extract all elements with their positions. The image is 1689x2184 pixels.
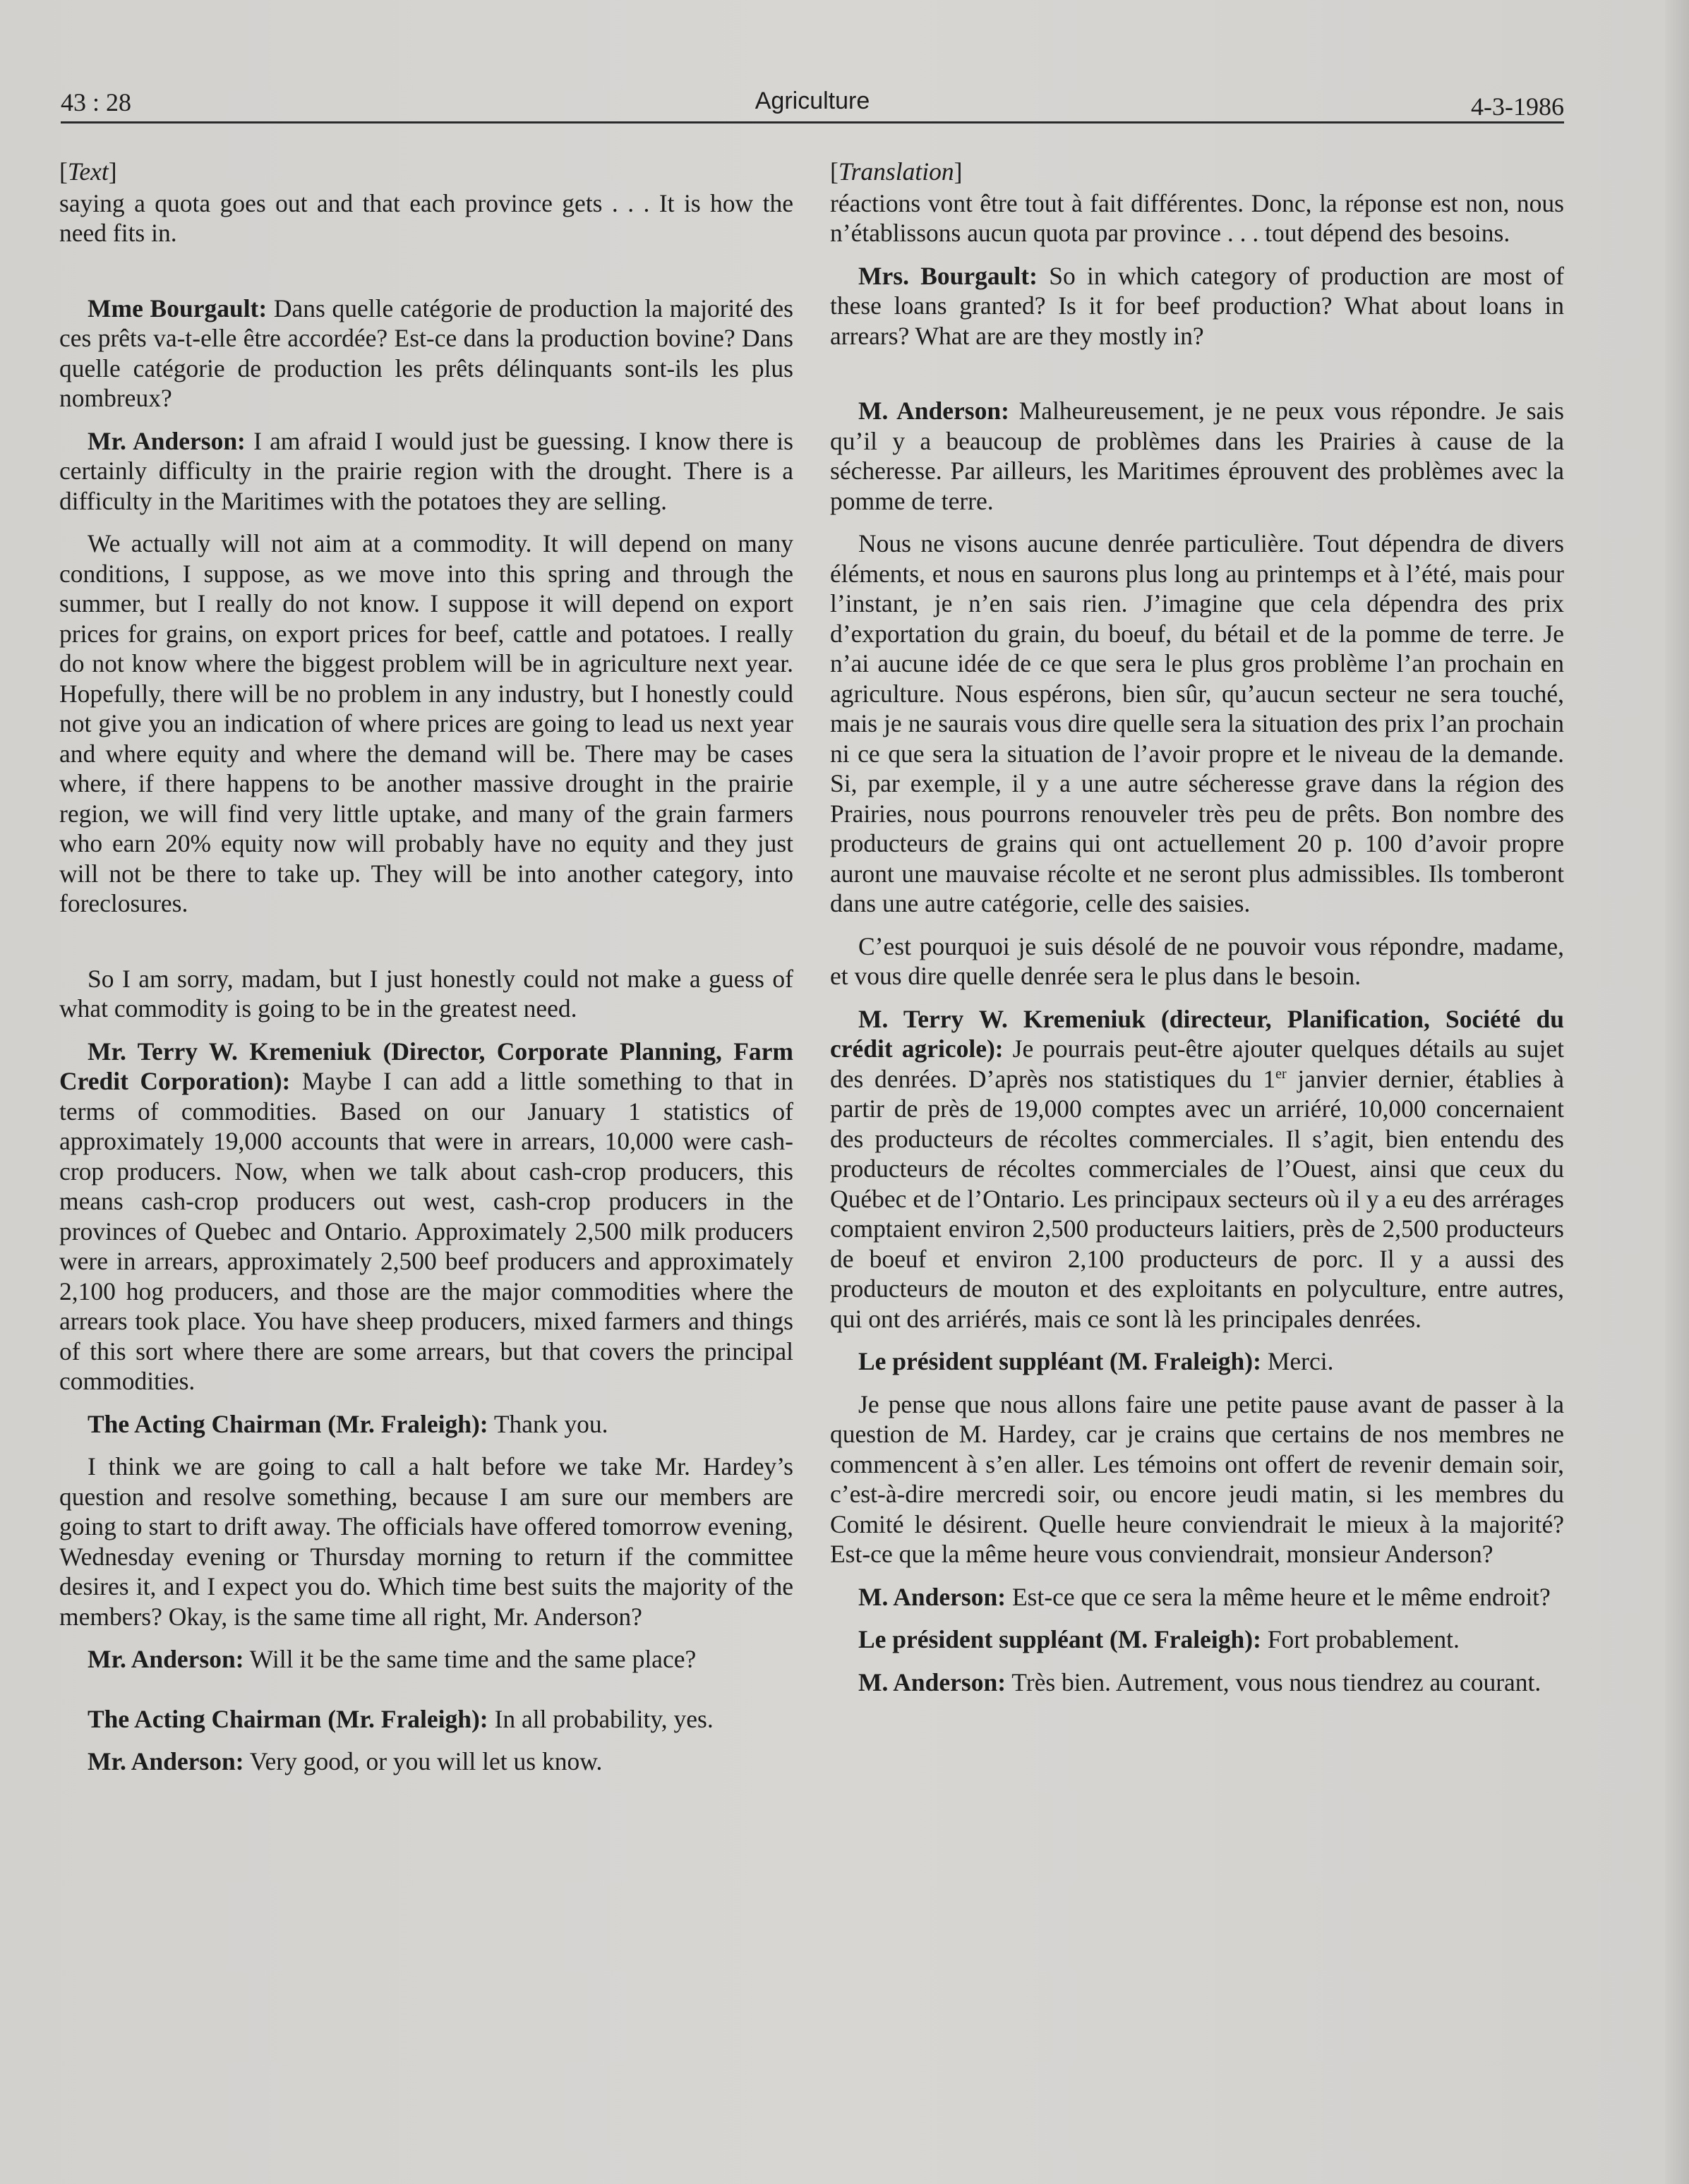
paragraph <box>830 1004 1564 1334</box>
paragraph <box>59 1746 793 1777</box>
paragraph: Je pense que nous allons faire une petite pause avant de passer à la question de M. Hardey, car je crains que certains de nos membres ne commencent à s’en aller. Les témoins ont offert de revenir demain soir, c’est-à-dire mercredi soir, ou encore jeudi matin, si les membres du Comité le désirent. Quelle heure conviendrait le mieux à la majorité? Est-ce que la même heure vous conviendrait, monsieur Anderson? <box>830 1389 1564 1568</box>
paragraph <box>830 261 1564 351</box>
page-edge-shadow <box>1665 0 1689 2184</box>
speaker-name: M. Terry W. Kremeniuk (directeur, Planification, Société du crédit agricole): <box>830 1004 1564 1063</box>
paragraph <box>830 1667 1564 1698</box>
speech-text: Fort probablement. <box>1261 1625 1460 1653</box>
paragraph <box>59 426 793 517</box>
speaker-name: Mrs. Bourgault: <box>858 261 1038 290</box>
paragraph <box>830 1582 1564 1612</box>
speech-text: Thank you. <box>488 1409 608 1438</box>
page-number: 43 : 28 <box>61 88 132 116</box>
speaker-name: Mr. Anderson: <box>88 426 246 455</box>
paragraph <box>830 396 1564 516</box>
paragraph <box>830 1346 1564 1377</box>
speaker-name: Mme Bourgault: <box>88 294 268 322</box>
paragraph <box>59 1644 793 1675</box>
speaker-name: M. Anderson: <box>858 1582 1006 1611</box>
page-header <box>61 85 1564 124</box>
speech-text: Merci. <box>1261 1347 1334 1375</box>
speech-text: I am afraid I would just be guessing. I know there is certainly difficulty in the prairie region with the drought. There is a difficulty in the Maritimes with the potatoes they are selling. <box>59 426 793 515</box>
section-label-translation-word: Translation <box>838 157 954 186</box>
speech-text: Malheureusement, je ne peux vous répondre. Je sais qu’il y a beaucoup de problèmes dans les Prairies à cause de la sécheresse. Par ailleurs, les Maritimes éprouvent des problèmes avec la pomme de terre. <box>830 397 1564 515</box>
paragraph: C’est pourquoi je suis désolé de ne pouvoir vous répondre, madame, et vous dire quelle denrée sera le plus dans le besoin. <box>830 931 1564 990</box>
paragraph: réactions vont être tout à fait différentes. Donc, la réponse est non, nous n’établissons aucun quota par province . . . tout dépend des besoins. <box>830 188 1564 247</box>
speech-text: janvier dernier, établies à partir de près de 19,000 comptes avec un arriéré, 10,000 concernaient des producteurs de récoltes commerciales. Il s’agit, bien entendu des producteurs de récoltes commerciales de l’Ouest, ainsi que ceux du Québec et de l’Ontario. Les principaux secteurs où il y a eu des arrérages comptaient environ 2,500 producteurs laitiers, près de 2,500 producteurs de boeuf et environ 2,100 producteurs de porc. Il y a aussi des producteurs de mouton et des exploitants en polyculture, entre autres, qui ont des arriérés, mais ce sont là les principales denrées. <box>830 1064 1564 1333</box>
paragraph <box>59 1704 793 1734</box>
left-column <box>59 157 793 1777</box>
speaker-name: M. Anderson: <box>858 1667 1006 1696</box>
speaker-name: Le président suppléant (M. Fraleigh): <box>858 1625 1261 1653</box>
paragraph <box>59 1409 793 1440</box>
section-label-text: [Text] <box>59 157 117 186</box>
speech-text: Est-ce que ce sera la même heure et le même endroit? <box>1006 1582 1551 1611</box>
paragraph: Nous ne visons aucune denrée particulière. Tout dépendra de divers éléments, et nous en saurons plus long au printemps et à l’été, mais pour l’instant, je n’en sais rien. J’imagine que cela dépendra des prix d’exportation du grain, du boeuf, du bétail et de la pomme de terre. Je n’ai aucune idée de ce que sera le plus gros problème l’an prochain en agriculture. Nous espérons, bien sûr, qu’aucun secteur ne sera touché, mais je ne saurais vous dire quelle sera la situation des prix l’an prochain ni ce que sera la situation de l’avoir propre et le niveau de la demande. Si, par exemple, il y a une autre sécheresse grave dans la région des Prairies, nous pourrons renouveler très peu de prêts. Bon nombre des producteurs de grains qui ont actuellement 20 p. 100 d’avoir propre auront une mauvaise récolte et ne seront plus admissibles. Ils tomberont dans une autre catégorie, celle des saisies. <box>830 529 1564 917</box>
speaker-name: M. Anderson: <box>858 397 1009 425</box>
speaker-name: Le président suppléant (M. Fraleigh): <box>858 1347 1261 1375</box>
speech-text: So in which category of production are most of these loans granted? Is it for beef production? What about loans in arrears? What are are they mostly in? <box>830 261 1564 350</box>
speech-text: Je pourrais peut-être ajouter quelques détails au sujet des denrées. D’après nos statistiques du 1 <box>830 1034 1565 1093</box>
speech-text: Will it be the same time and the same place? <box>244 1645 697 1673</box>
speaker-name: Mr. Anderson: <box>88 1645 244 1673</box>
section-label-translation: [Translation] <box>830 157 963 186</box>
paragraph <box>59 1037 793 1396</box>
speech-text: Very good, or you will let us know. <box>244 1747 603 1775</box>
paragraph <box>830 1624 1564 1655</box>
speaker-name: The Acting Chairman (Mr. Fraleigh): <box>88 1704 488 1733</box>
section-label-text-word: Text <box>67 157 109 186</box>
right-column <box>830 157 1564 1697</box>
paragraph: So I am sorry, madam, but I just honestly could not make a guess of what commodity is going to be in the greatest need. <box>59 964 793 1022</box>
speech-text: Maybe I can add a little something to that in terms of commodities. Based on our January 1 statistics of approximately 19,000 accounts that were in arrears, 10,000 were cash-crop producers. Now, when we talk about cash-crop producers, this means cash-crop producers out west, cash-crop producers in the provinces of Quebec and Ontario. Approximately 2,500 milk producers were in arrears, approximately 2,500 beef producers and approximately 2,100 hog producers, and those are the major commodities where the arrears took place. You have sheep producers, mixed farmers and things of this sort where there are some arrears, but that covers the principal commodities. <box>59 1067 793 1395</box>
paragraph: I think we are going to call a halt before we take Mr. Hardey’s question and resolve something, because I am sure our members are going to start to drift away. The officials have offered tomorrow evening, Wednesday evening or Thursday morning to return if the committee desires it, and I expect you do. Which time best suits the majority of the members? Okay, is the same time all right, Mr. Anderson? <box>59 1452 793 1631</box>
header-rule <box>61 121 1564 123</box>
speaker-name: The Acting Chairman (Mr. Fraleigh): <box>88 1409 488 1438</box>
paragraph: We actually will not aim at a commodity. It will depend on many conditions, I suppose, as we move into this spring and through the summer, but I really do not know. I suppose it will depend on export prices for grains, on export prices for beef, cattle and potatoes. I really do not know where the biggest problem will be in agriculture next year. Hopefully, there will be no problem in any industry, but I honestly could not give you an indication of where prices are going to lead us next year and where equity and where the demand will be. There may be cases where, if there happens to be another massive drought in the prairie region, we will find very little uptake, and many of the grain farmers who earn 20% equity now will probably have no equity and they just will not be there to take up. They will be into another category, into foreclosures. <box>59 529 793 917</box>
paragraph <box>59 294 793 414</box>
ordinal-superscript: er <box>1275 1066 1287 1082</box>
speech-text: In all probability, yes. <box>488 1704 714 1733</box>
speaker-name: Mr. Terry W. Kremeniuk (Director, Corporate Planning, Farm Credit Corporation): <box>59 1037 793 1095</box>
speech-text: Dans quelle catégorie de production la majorité des ces prêts va-t-elle être accordée? Est-ce dans la production bovine? Dans quelle catégorie de production les prêts délinquants sont-ils les plus nombreux? <box>59 294 794 412</box>
running-title: Agriculture <box>755 88 870 114</box>
page-date: 4-3-1986 <box>1471 92 1564 121</box>
speaker-name: Mr. Anderson: <box>88 1747 244 1775</box>
paragraph: saying a quota goes out and that each province gets . . . It is how the need fits in. <box>59 188 793 247</box>
speech-text: Très bien. Autrement, vous nous tiendrez au courant. <box>1006 1667 1541 1696</box>
